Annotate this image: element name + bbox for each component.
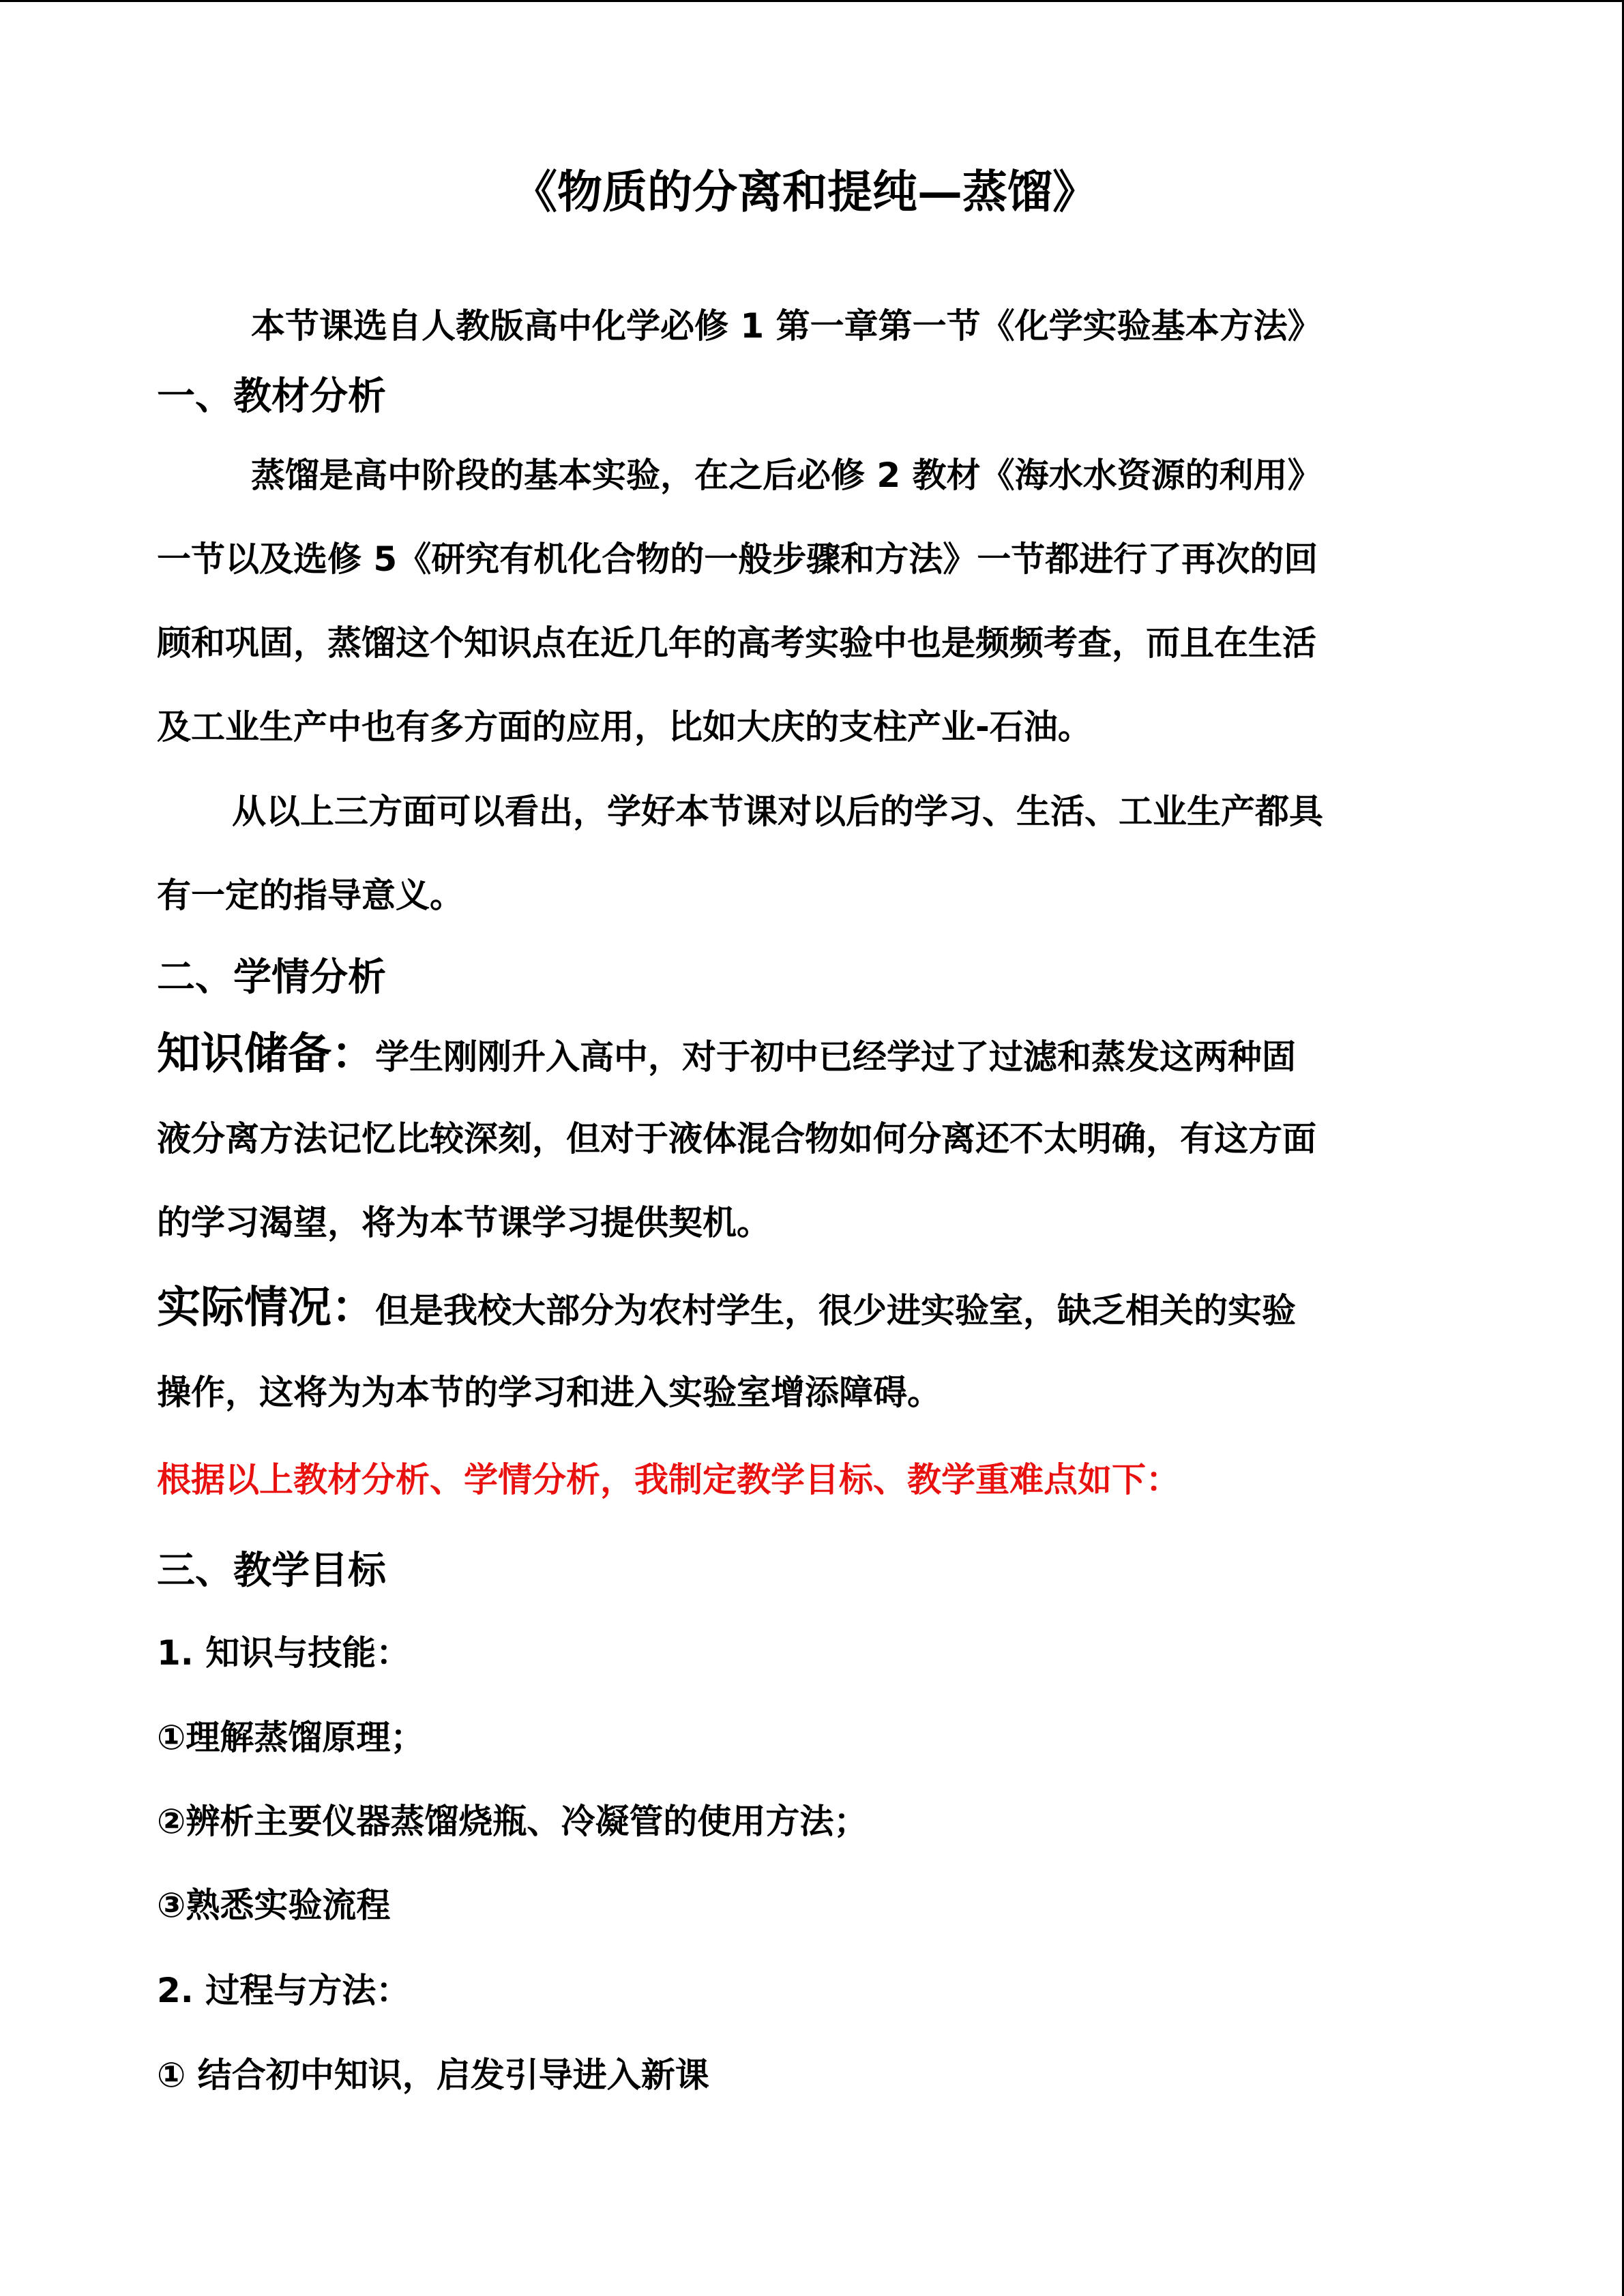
actual-line: 操作，这将为为本节的学习和进入实验室增添障碍。 [157,1373,941,1412]
section1-para2-line: 有一定的指导意义。 [157,876,464,915]
section2-heading: 二、学情分析 [157,955,386,1000]
goal1-item: ②辨析主要仪器蒸馏烧瓶、冷凝管的使用方法； [157,1802,868,1841]
goal2-item: ① 结合初中知识，启发引导进入新课 [157,2055,709,2095]
goal1-item: ③熟悉实验流程 [157,1885,391,1925]
goal2-title: 2. 过程与方法： [157,1971,411,2010]
knowledge-label: 知识储备： [157,1028,375,1079]
section1-para1-line: 及工业生产中也有多方面的应用，比如大庆的支柱产业-石油。 [157,707,1092,747]
section1-para2-line: 从以上三方面可以看出，学好本节课对以后的学习、生活、工业生产都具 [232,792,1323,831]
page-border-top [0,0,1624,2]
goal1-item: ①理解蒸馏原理； [157,1718,425,1757]
actual-line-1 [157,1282,1296,1335]
knowledge-line: 的学习渴望，将为本节课学习提供契机。 [157,1203,771,1242]
knowledge-text: 学生刚刚升入高中，对于初中已经学过了过滤和蒸发这两种固 [375,1037,1296,1077]
knowledge-line: 液分离方法记忆比较深刻，但对于液体混合物如何分离还不太明确，有这方面 [157,1119,1316,1159]
actual-label: 实际情况： [157,1282,375,1333]
summary-red-line: 根据以上教材分析、学情分析，我制定教学目标、教学重难点如下： [157,1460,1180,1500]
section1-heading: 一、教材分析 [157,374,386,419]
section1-para1-line: 一节以及选修 5《研究有机化合物的一般步骤和方法》一节都进行了再次的回 [157,539,1318,579]
section3-heading: 三、教学目标 [157,1548,386,1593]
knowledge-line-1 [157,1028,1296,1081]
section1-para1-line: 蒸馏是高中阶段的基本实验，在之后必修 2 教材《海水水资源的利用》 [251,456,1322,495]
document-title: 《物质的分离和提纯—蒸馏》 [512,165,1097,218]
actual-text: 但是我校大部分为农村学生，很少进实验室，缺乏相关的实验 [375,1291,1296,1330]
goal1-title: 1. 知识与技能： [157,1633,411,1673]
intro-line: 本节课选自人教版高中化学必修 1 第一章第一节《化学实验基本方法》 [251,306,1322,346]
section1-para1-line: 顾和巩固，蒸馏这个知识点在近几年的高考实验中也是频频考查，而且在生活 [157,623,1316,663]
